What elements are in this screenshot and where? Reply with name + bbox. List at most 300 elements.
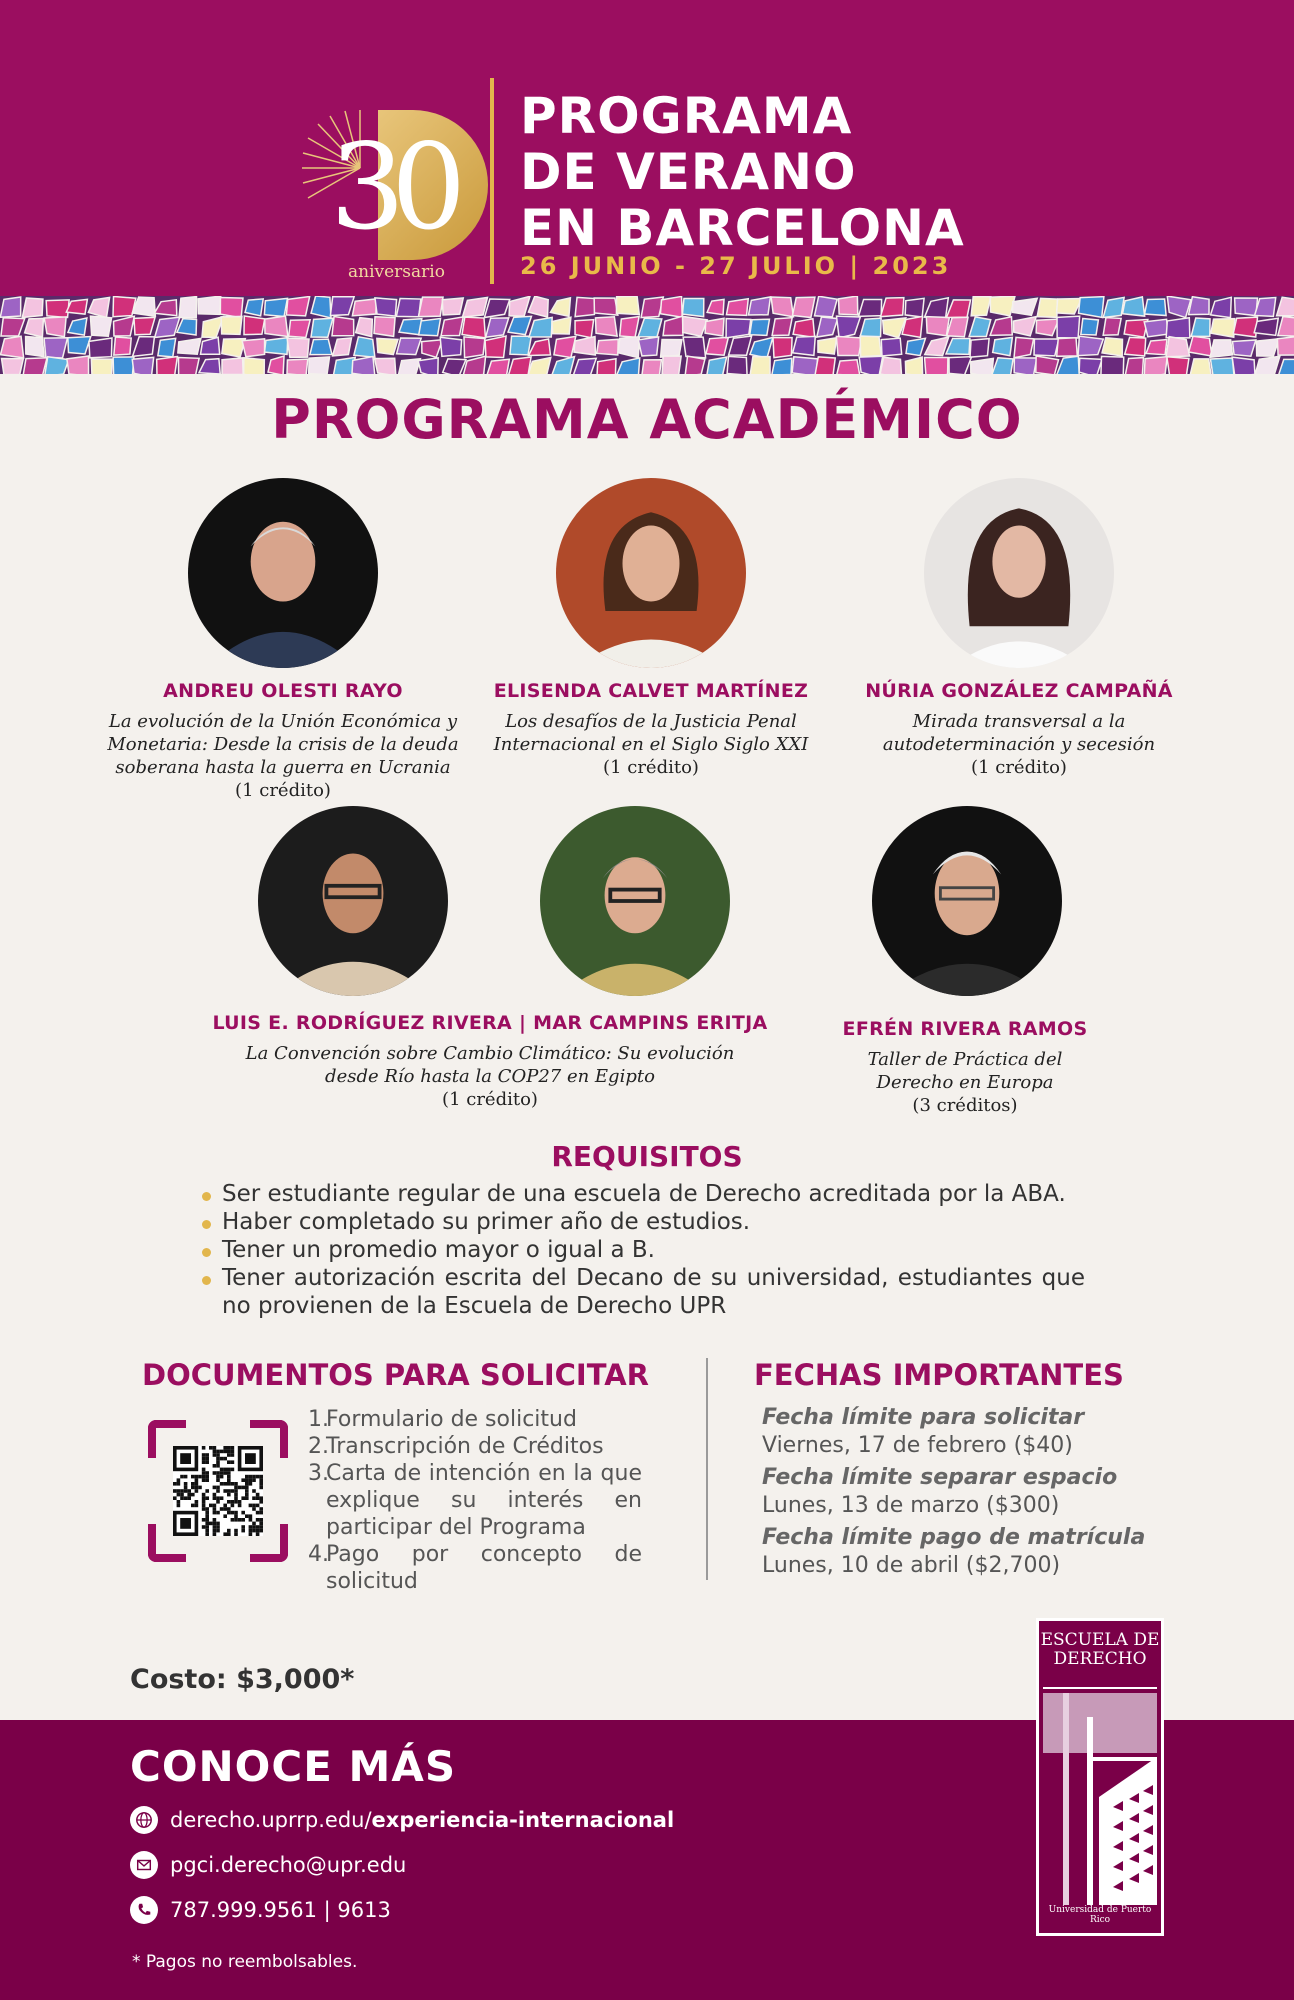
documento-item [308,1433,642,1460]
qr-module [205,1514,209,1518]
mosaic-tile [991,358,1013,374]
qr-module [234,1532,238,1536]
professor-name: ANDREU OLESTI RAYO [163,680,403,702]
mosaic-tile [707,299,724,314]
qr-module [202,1453,206,1457]
qr-module [252,1489,256,1493]
qr-module [256,1518,260,1522]
mosaic-tile [683,316,708,336]
qr-module [234,1500,238,1504]
item-number: 4. [308,1542,329,1567]
mosaic-tile [25,318,44,337]
fecha-label: Fecha límite para solicitar [762,1405,1085,1430]
course-credits: (1 crédito) [442,1089,538,1110]
qr-module [205,1518,209,1522]
qr-module [231,1453,235,1457]
qr-module [234,1489,238,1493]
mosaic-tile [157,356,178,374]
qr-module [198,1475,202,1479]
professor-card [468,680,834,779]
mosaic-tile [1189,336,1212,356]
mosaic-tile [1057,316,1080,338]
qr-module [202,1478,206,1482]
qr-module [205,1522,209,1526]
mosaic-tile [529,317,552,337]
mosaic-tile [660,296,682,317]
mosaic-tile [44,338,67,358]
qr-module [213,1446,217,1450]
mosaic-tile [905,298,924,317]
mosaic-tile [508,316,531,334]
mosaic-tile [1167,357,1189,374]
qr-module [252,1522,256,1526]
mosaic-tile [464,337,485,358]
qr-code[interactable] [148,1420,288,1562]
documento-item [308,1406,642,1433]
mosaic-tile [1144,357,1167,374]
course-line: desde Río hasta la COP27 en Egipto [325,1066,655,1087]
photo-mar-campins [540,806,730,996]
mosaic-tile [618,337,640,358]
qr-module [249,1475,253,1479]
title-line-1: PROGRAMA [520,87,853,145]
qr-module [195,1478,199,1482]
mosaic-tile [990,317,1012,335]
mosaic-tile [419,318,441,335]
documentos-title: DOCUMENTOS PARA SOLICITAR [142,1358,650,1392]
qr-module [195,1486,199,1490]
mosaic-tile [1125,358,1143,374]
mosaic-tile [792,297,814,317]
qr-module [227,1500,231,1504]
mosaic-tile [837,316,861,338]
qr-module [249,1532,253,1536]
mosaic-tile [222,358,243,374]
mosaic-tile [881,338,901,356]
qr-module [234,1511,238,1515]
qr-module [234,1514,238,1518]
mosaic-tile [706,337,728,355]
mosaic-tile [947,317,968,337]
mosaic-tile [837,360,860,374]
requisito-item: Ser estudiante regular de una escuela de Derecho acreditada por la ABA. [200,1180,1085,1208]
mosaic-tile [1256,339,1279,356]
qr-module [227,1478,231,1482]
qr-module [216,1460,220,1464]
mosaic-tile [1210,358,1234,374]
mosaic-tile [508,357,531,374]
course-line: autodeterminación y secesión [882,734,1156,755]
mosaic-tile [289,320,310,338]
mosaic-tile [1081,318,1099,335]
qr-module [202,1493,206,1497]
phone-link[interactable] [130,1896,391,1924]
photo-elisenda-calvet [556,478,746,668]
mosaic-tile [1232,357,1255,374]
qr-module [213,1486,217,1490]
qr-module [241,1511,245,1515]
mosaic-tile [880,357,902,374]
mosaic-tile [1211,319,1235,338]
mosaic-tile [1145,299,1167,316]
mosaic-tile [597,339,619,355]
qr-module [234,1486,238,1490]
qr-module [213,1507,217,1511]
mosaic-tile [311,318,333,337]
qr-module [198,1486,202,1490]
title-line-2: DE VERANO [520,143,857,201]
mosaic-tile [858,299,881,316]
qr-module [227,1482,231,1486]
qr-module [213,1464,217,1468]
qr-module [227,1493,231,1497]
qr-module [231,1500,235,1504]
mosaic-tile [1079,358,1102,374]
anniversary-logo [300,100,480,290]
qr-module [205,1511,209,1515]
mosaic-tile [1014,358,1037,374]
mosaic-tile [486,359,509,374]
mosaic-tile [1166,337,1189,357]
qr-module [177,1482,181,1486]
qr-module [223,1482,227,1486]
requisito-item: Tener un promedio mayor o igual a B. [200,1236,1085,1264]
qr-module [249,1478,253,1482]
qr-module [202,1457,206,1461]
qr-module [195,1504,199,1508]
item-text: Formulario de solicitud [326,1407,577,1432]
mosaic-tile [179,297,197,318]
mosaic-tile [748,297,770,315]
mosaic-tile [990,296,1015,316]
mosaic-tile [573,358,597,374]
qr-module [249,1514,253,1518]
university-name: Universidad de Puerto Rico [1048,1905,1152,1925]
mosaic-tile [1057,299,1082,314]
mosaic-tile [1233,340,1256,356]
fechas-list [762,1404,1162,1584]
mosaic-tile [46,300,69,318]
requisitos-title: REQUISITOS [551,1140,743,1173]
mosaic-tile [396,298,420,316]
mosaic-tile [1189,297,1209,315]
mosaic-tile [1078,336,1103,355]
documentos-list [308,1406,642,1595]
mosaic-tile [727,356,747,374]
qr-module [227,1511,231,1515]
qr-module [245,1514,249,1518]
qr-module [223,1514,227,1518]
qr-module [202,1475,206,1479]
professor-name: EFRÉN RIVERA RAMOS [842,1018,1088,1040]
mail-icon [130,1851,158,1879]
mosaic-tile [44,317,66,337]
mosaic-tile [528,357,551,374]
item-text: Carta de intención en la que explique su interés en participar del Programa [326,1461,642,1540]
qr-module [220,1482,224,1486]
qr-module [259,1482,263,1486]
fecha-label: Fecha límite separar espacio [762,1465,1118,1490]
requisito-item: Tener autorización escrita del Decano de su universidad, estudiantes que no provienen de la Escuela de Derecho UPR [200,1264,1085,1320]
fecha-value: Lunes, 13 de marzo ($300) [762,1493,1060,1518]
globe-icon [130,1806,158,1834]
mosaic-tile [354,337,375,357]
qr-module [245,1478,249,1482]
mosaic-tile [616,358,640,374]
qr-module [180,1475,184,1479]
qr-module [223,1457,227,1461]
mosaic-tile [0,336,23,358]
email-link[interactable] [130,1851,406,1879]
qr-module [231,1489,235,1493]
qr-module [234,1482,238,1486]
qr-module [259,1522,263,1526]
qr-module [187,1489,191,1493]
qr-module [213,1518,217,1522]
course-title [836,710,1202,756]
mosaic-banner [0,296,1294,374]
website-path: experiencia-internacional [371,1808,675,1832]
qr-module [187,1496,191,1500]
mosaic-tile [575,297,597,316]
qr-module [256,1529,260,1533]
mosaic-tile [486,318,509,337]
mosaic-tile [375,358,396,374]
mosaic-tile [551,357,574,374]
mosaic-tile [418,358,438,374]
website-link[interactable] [130,1806,674,1834]
program-title [520,88,965,256]
qr-module [249,1504,253,1508]
mosaic-tile [750,337,773,357]
photo-luis-rodriguez [258,806,448,996]
mosaic-tile [597,359,616,374]
qr-module [205,1475,209,1479]
item-text: Transcripción de Créditos [326,1434,604,1459]
mosaic-tile [906,338,925,355]
course-line: Derecho en Europa [876,1072,1054,1093]
mosaic-tile [443,359,466,374]
building-graphic-icon [1043,1687,1157,1905]
mosaic-tile [1101,356,1124,374]
qr-module [213,1522,217,1526]
qr-module [249,1482,253,1486]
qr-module [252,1525,256,1529]
qr-module [187,1493,191,1497]
mosaic-tile [1146,340,1167,355]
documento-item [308,1541,642,1595]
qr-module [191,1504,195,1508]
escuela-derecho-logo [1036,1618,1164,1936]
mosaic-tile [1037,298,1057,317]
course-line: Mirada transversal a la [912,711,1126,732]
qr-module [231,1504,235,1508]
course-line: La Convención sobre Cambio Climático: Su evolución [245,1043,735,1064]
qr-module [231,1460,235,1464]
item-text: Pago por concepto de solicitud [326,1542,642,1594]
mosaic-tile [89,338,112,358]
mosaic-tile [268,356,284,374]
course-line: La evolución de la Unión Económica y [108,711,458,732]
course-title [468,710,834,756]
mosaic-tile [1211,297,1232,317]
mosaic-tile [905,357,922,374]
qr-module [180,1489,184,1493]
mosaic-tile [682,299,703,317]
mosaic-tile [45,357,69,374]
qr-module [252,1507,256,1511]
mosaic-tile [178,357,199,374]
email-text: pgci.derecho@upr.edu [170,1853,407,1877]
qr-module [220,1475,224,1479]
qr-module [216,1496,220,1500]
qr-module [216,1464,220,1468]
qr-module [216,1457,220,1461]
qr-module [241,1478,245,1482]
mosaic-tile [374,317,395,337]
mosaic-tile [860,318,881,336]
qr-module [223,1507,227,1511]
mosaic-tile [792,357,817,374]
qr-module [205,1525,209,1529]
mosaic-tile [330,297,354,316]
mosaic-tile [1278,359,1294,374]
qr-module [223,1446,227,1450]
mosaic-tile [485,336,506,357]
mosaic-tile [242,339,264,357]
qr-module [205,1532,209,1536]
conoce-mas-title: CONOCE MÁS [130,1742,457,1791]
qr-module [252,1496,256,1500]
mosaic-tile [705,318,724,336]
professor-name: NÚRIA GONZÁLEZ CAMPAÑÁ [865,680,1173,702]
qr-module [241,1496,245,1500]
qr-module [202,1468,206,1472]
mosaic-tile [726,319,751,338]
mosaic-tile [616,296,639,314]
course-line: Taller de Práctica del [867,1049,1063,1070]
qr-module [227,1489,231,1493]
mosaic-tile [1277,336,1294,355]
qr-module [227,1468,231,1472]
mosaic-tile [463,356,486,374]
mosaic-tile [375,298,397,316]
qr-module [259,1507,263,1511]
qr-module [202,1496,206,1500]
qr-module [256,1504,260,1508]
course-credits: (1 crédito) [603,757,699,778]
qr-module [220,1507,224,1511]
mosaic-tile [1013,298,1038,315]
mosaic-tile [620,317,639,338]
qr-module [216,1450,220,1454]
mosaic-tile [265,316,288,336]
qr-module [213,1496,217,1500]
course-line: Monetaria: Desde la crisis de la deuda [107,734,459,755]
escuela-name [1039,1631,1161,1669]
qr-module [259,1478,263,1482]
mosaic-tile [772,358,792,374]
mosaic-tile [860,336,881,357]
mosaic-tile [729,336,752,355]
qr-module [220,1468,224,1472]
mosaic-tile [398,359,420,374]
qr-module [180,1493,184,1497]
qr-module [259,1496,263,1500]
qr-module [227,1507,231,1511]
qr-module [195,1475,199,1479]
qr-module [231,1518,235,1522]
qr-module [216,1478,220,1482]
mosaic-tile [418,297,443,317]
mosaic-tile [969,317,991,337]
qr-finder [245,1453,256,1464]
mosaic-tile [970,339,989,358]
mosaic-tile [399,319,422,335]
mosaic-tile [134,317,155,334]
mosaic-tile [23,358,47,374]
qr-module [173,1496,177,1500]
course-title [170,1042,810,1088]
mosaic-tile [926,317,949,336]
mosaic-tile [1255,356,1280,374]
mosaic-tile [287,359,308,374]
header-divider [490,78,494,284]
qr-module [191,1482,195,1486]
mosaic-tile [0,297,20,317]
qr-module [249,1518,253,1522]
item-number: 1. [308,1407,329,1432]
mosaic-tile [1056,356,1079,374]
qr-module [216,1475,220,1479]
qr-module [205,1507,209,1511]
qr-module [256,1525,260,1529]
academic-title: PROGRAMA ACADÉMICO [271,388,1023,451]
qr-module [184,1489,188,1493]
qr-module [259,1525,263,1529]
qr-module [205,1478,209,1482]
qr-module [202,1460,206,1464]
mosaic-tile [397,338,422,355]
qr-module [252,1478,256,1482]
qr-module [195,1482,199,1486]
qr-module [256,1511,260,1515]
qr-module [227,1450,231,1454]
qr-module [249,1529,253,1533]
mosaic-tile [638,318,662,337]
mosaic-tile [114,337,131,355]
qr-module [209,1446,213,1450]
mosaic-tile [663,316,683,335]
qr-module [173,1482,177,1486]
mosaic-tile [244,358,265,374]
mosaic-tile [880,298,903,317]
mosaic-tile [68,318,87,335]
mosaic-tile [113,357,134,374]
mosaic-tile [924,298,948,318]
mosaic-tile [311,296,331,318]
qr-module [173,1489,177,1493]
qr-module [184,1475,188,1479]
qr-module [223,1504,227,1508]
mosaic-tile [1014,337,1034,357]
qr-module [231,1482,235,1486]
qr-module [177,1478,181,1482]
mosaic-tile [178,338,201,354]
qr-module [216,1486,220,1490]
mosaic-tile [264,298,287,316]
mosaic-tile [1233,317,1257,337]
